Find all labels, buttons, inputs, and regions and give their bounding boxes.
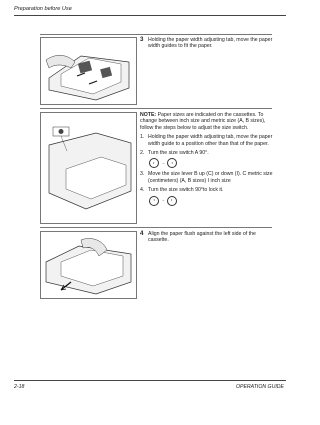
switch-turned-icon: ◑ [149, 196, 159, 206]
switch-locked-icon: ◐ [167, 196, 177, 206]
step-number: 3 [140, 36, 144, 43]
footer-rule [14, 380, 286, 381]
note-item-text: Move the size lever B up (C) or down (I). C metric size (centimeters) (A, B sizes) I inch size [148, 171, 273, 184]
note-intro: Paper sizes are indicated on the cassettes. To change between inch size and metric size (A, B sizes), follow the steps below to adjust the size switch. [140, 112, 266, 131]
step-number: 4 [140, 230, 144, 237]
cassette-illustration [41, 38, 136, 104]
note-item [140, 187, 275, 205]
switch-turned-icon: ◑ [167, 158, 177, 168]
section-divider [40, 34, 272, 35]
note-item-text: Holding the paper width adjusting tab, move the paper width guide to a position other than that of the paper. [148, 134, 273, 147]
note-item-number: 1. [140, 134, 145, 141]
step-text: Align the paper flush against the left side of the cassette. [148, 231, 256, 244]
section-divider [40, 227, 272, 228]
page-header: Preparation before Use [14, 6, 72, 12]
step-4 [140, 231, 275, 244]
note-intro-para [140, 112, 275, 131]
header-rule [14, 15, 286, 16]
size-switch-illustration [41, 113, 136, 223]
note-block [140, 112, 275, 206]
note-item-text: Turn the size switch 90°to lock it. [148, 187, 224, 194]
arrow-icon: → [161, 197, 165, 203]
figure-align-paper [40, 231, 137, 299]
note-item-text: Turn the size switch A 90°. [148, 150, 209, 157]
arrow-icon: → [161, 160, 165, 166]
note-item-number: 4. [140, 187, 145, 194]
section-divider [40, 108, 272, 109]
note-title: NOTE: [140, 112, 157, 118]
note-item [140, 134, 275, 147]
guide-title: OPERATION GUIDE [235, 384, 284, 390]
page-number: 2-18 [14, 384, 25, 390]
switch-unlock-icon: ◐ [149, 158, 159, 168]
switch-icons [149, 158, 275, 168]
note-item-number: 3. [140, 171, 145, 178]
figure-size-switch [40, 112, 137, 224]
note-item [140, 150, 275, 168]
step-3 [140, 37, 275, 50]
note-item-number: 2. [140, 150, 145, 157]
figure-paper-width-guide [40, 37, 137, 105]
align-paper-illustration [41, 232, 136, 298]
switch-icons [149, 196, 275, 206]
step-text: Holding the paper width adjusting tab, move the paper width guides to fit the paper. [148, 37, 273, 50]
note-item [140, 171, 275, 184]
